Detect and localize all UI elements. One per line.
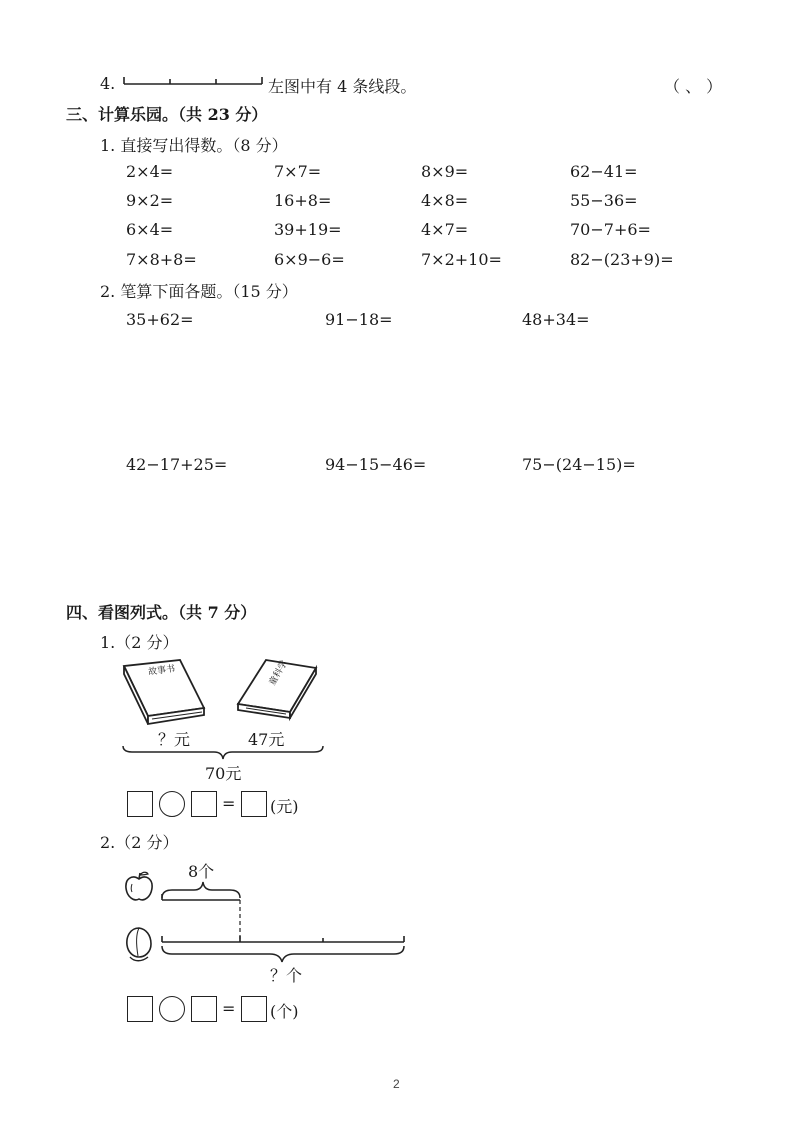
answer-box[interactable] xyxy=(191,791,217,817)
apple-count-label: 8个 xyxy=(188,862,215,881)
problem-cell: 9×2= xyxy=(126,191,174,210)
answer-box[interactable] xyxy=(127,996,153,1022)
section3-heading: 三、计算乐园。（共 23 分） xyxy=(66,105,268,124)
equals-sign: = xyxy=(222,999,236,1018)
problem-cell: 55−36= xyxy=(570,191,638,210)
unit-label: (元) xyxy=(270,797,299,816)
problem-cell: 7×7= xyxy=(274,162,322,181)
q4-number: 4. xyxy=(100,74,116,93)
operator-circle[interactable] xyxy=(159,791,185,817)
price-unknown-label: ？元 xyxy=(158,730,191,749)
q1-heading: 1.（2 分） xyxy=(100,633,179,652)
problem-cell: 7×8+8= xyxy=(126,250,197,269)
problem-cell: 7×2+10= xyxy=(421,250,502,269)
answer-box[interactable] xyxy=(191,996,217,1022)
section4-heading: 四、看图列式。（共 7 分） xyxy=(66,603,257,622)
answer-box[interactable] xyxy=(241,791,267,817)
answer-box[interactable] xyxy=(241,996,267,1022)
comparison-diagram xyxy=(160,876,410,976)
problem-cell: 6×4= xyxy=(126,220,174,239)
q4-answer-paren: （ 、 ） xyxy=(664,77,723,96)
problem-cell: 4×8= xyxy=(421,191,469,210)
equals-sign: = xyxy=(222,794,236,813)
problem-cell: 2×4= xyxy=(126,162,174,181)
peach-icon xyxy=(122,924,156,964)
line-segment-figure xyxy=(124,72,264,92)
problem-cell: 42−17+25= xyxy=(126,455,228,474)
q2-heading: 2.（2 分） xyxy=(100,833,179,852)
problem-cell: 94−15−46= xyxy=(325,455,427,474)
problem-cell: 70−7+6= xyxy=(570,220,651,239)
total-label: 70元 xyxy=(205,764,242,783)
problem-cell: 39+19= xyxy=(274,220,342,239)
problem-cell: 48+34= xyxy=(522,310,590,329)
unit-label: (个) xyxy=(270,1002,299,1021)
problem-cell: 35+62= xyxy=(126,310,194,329)
part2-heading: 2. 笔算下面各题。（15 分） xyxy=(100,282,298,301)
price-known-label: 47元 xyxy=(248,730,285,749)
problem-cell: 4×7= xyxy=(421,220,469,239)
answer-box[interactable] xyxy=(127,791,153,817)
problem-cell: 75−(24−15)= xyxy=(522,455,636,474)
part1-heading: 1. 直接写出得数。（8 分） xyxy=(100,136,288,155)
operator-circle[interactable] xyxy=(159,996,185,1022)
problem-cell: 82−(23+9)= xyxy=(570,250,674,269)
science-book-title: 童科学 xyxy=(267,659,290,688)
peach-count-label: ？个 xyxy=(270,966,303,985)
storybook-title: 故事书 xyxy=(147,664,176,678)
problem-cell: 8×9= xyxy=(421,162,469,181)
page-number: 2 xyxy=(393,1077,400,1091)
total-brace xyxy=(122,744,326,762)
q4-text: 左图中有 4 条线段。 xyxy=(268,77,417,96)
apple-icon xyxy=(122,870,156,904)
problem-cell: 16+8= xyxy=(274,191,332,210)
problem-cell: 91−18= xyxy=(325,310,393,329)
problem-cell: 6×9−6= xyxy=(274,250,345,269)
problem-cell: 62−41= xyxy=(570,162,638,181)
